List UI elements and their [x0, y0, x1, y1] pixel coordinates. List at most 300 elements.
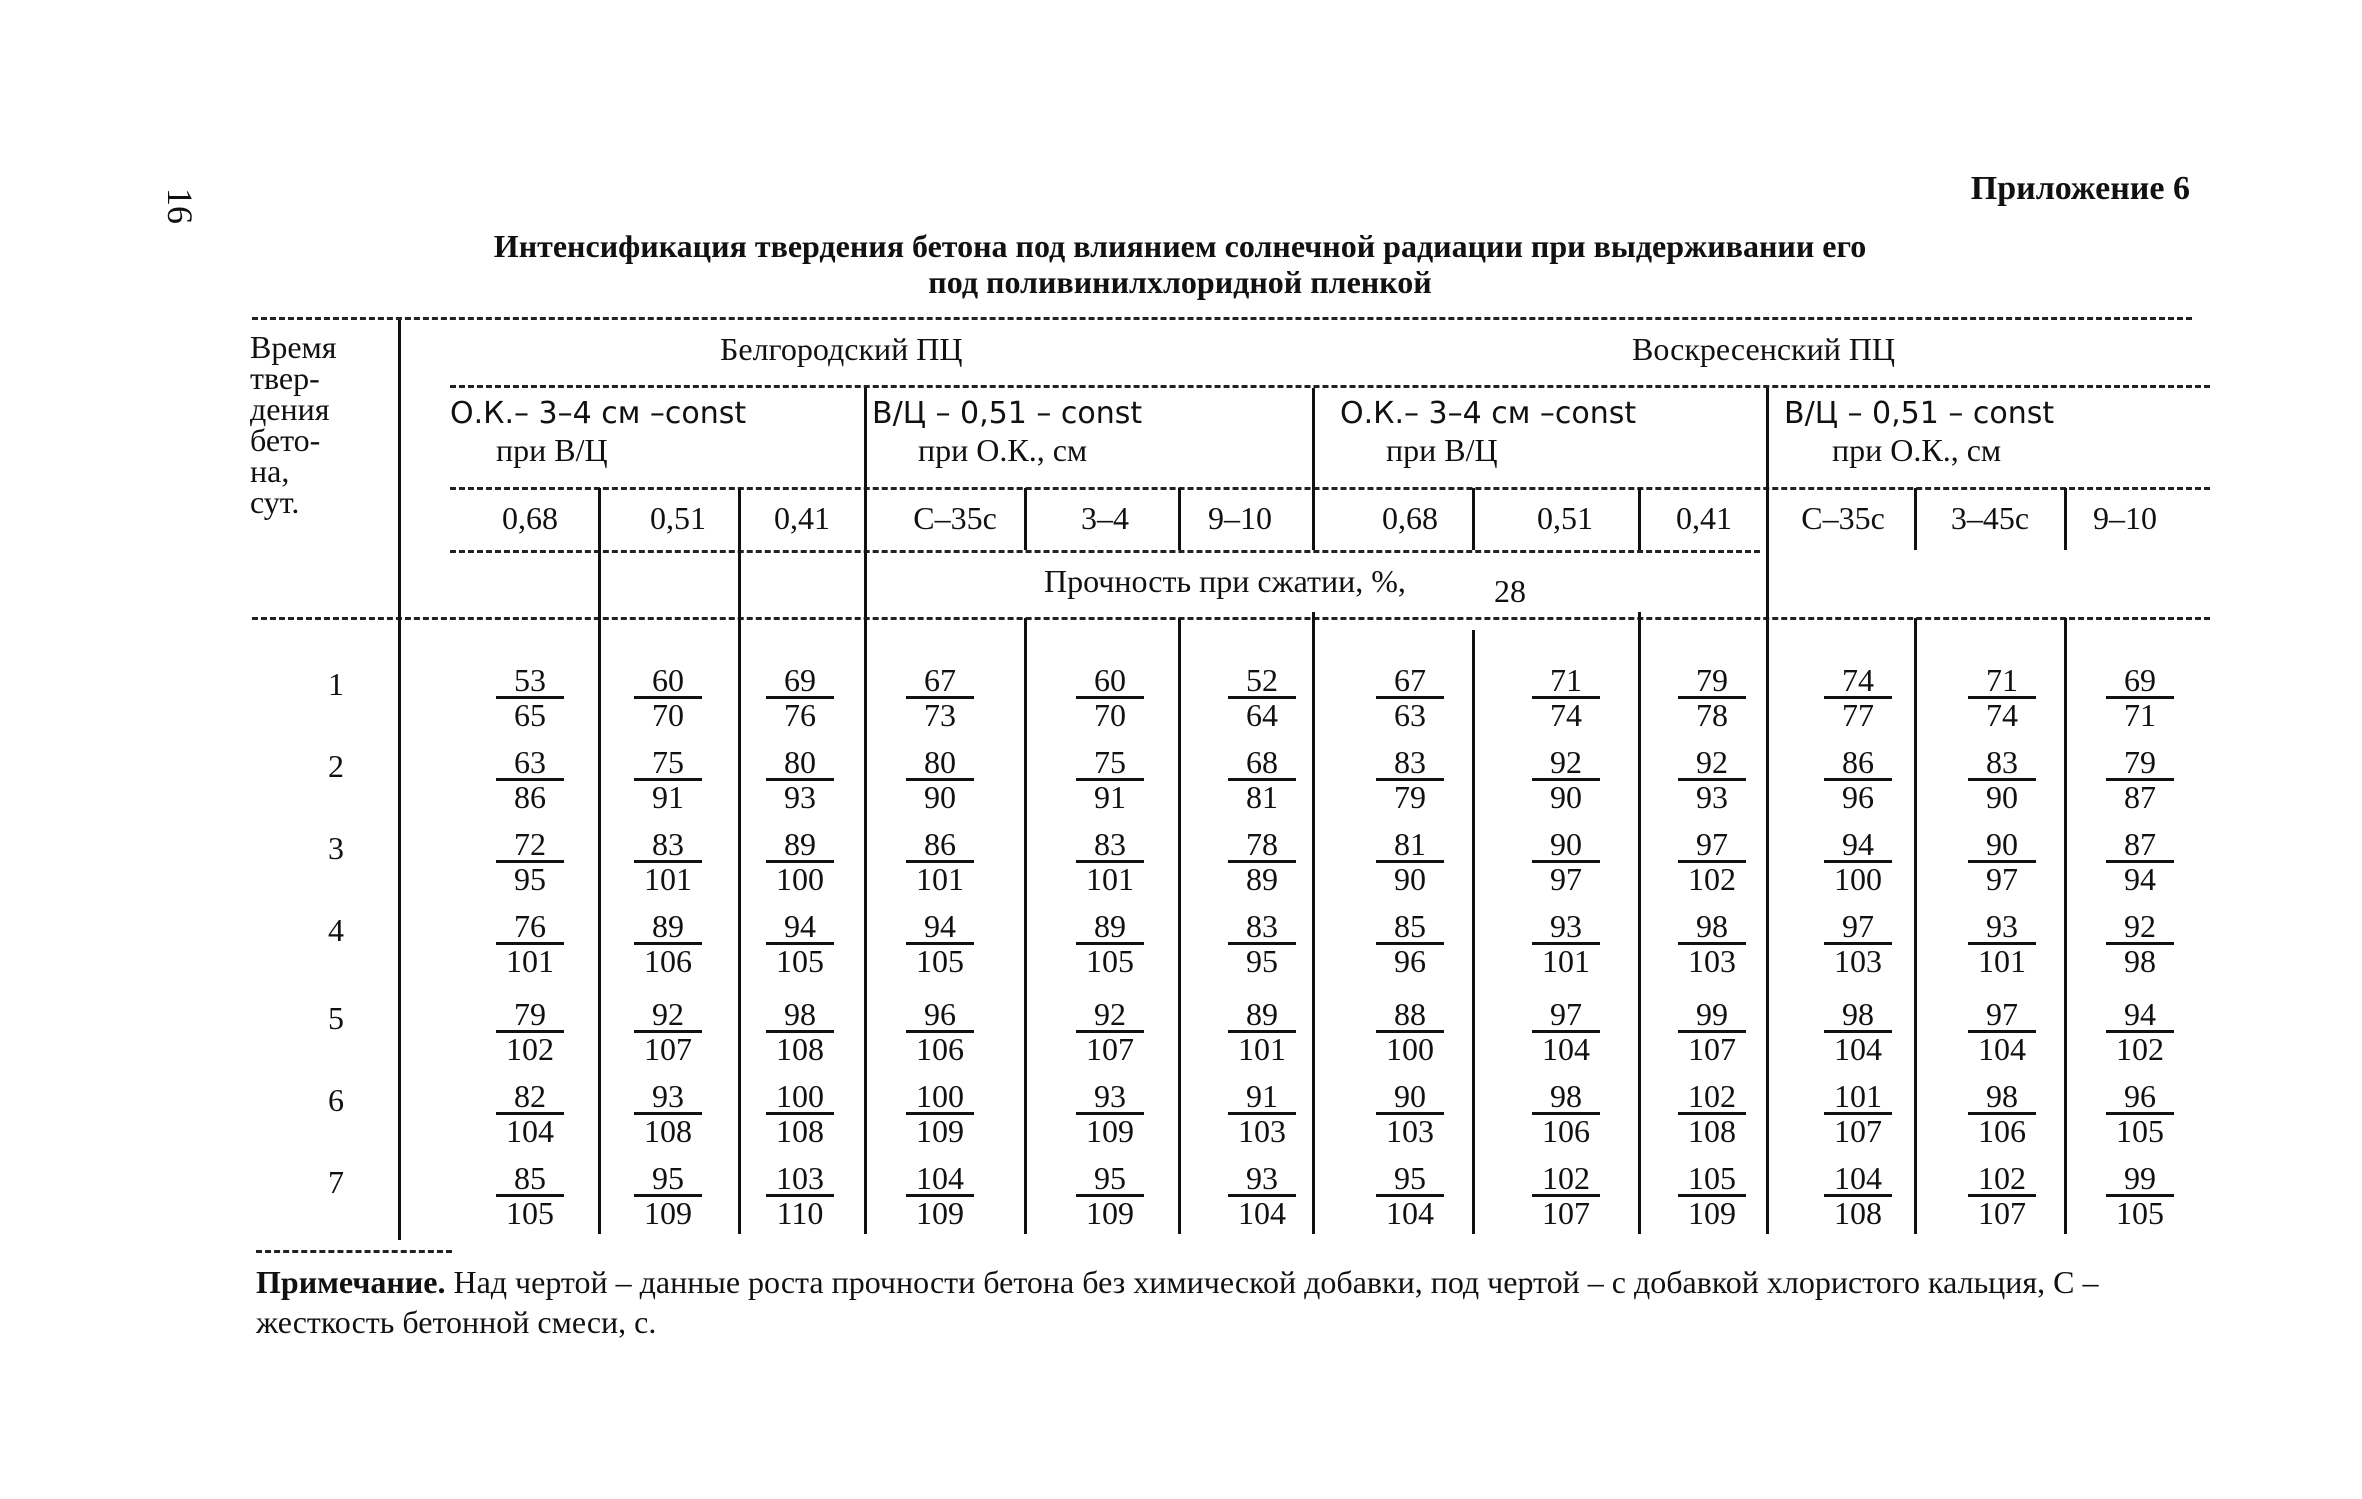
value-without-additive: 94 — [2106, 998, 2174, 1033]
value-with-additive: 109 — [916, 1113, 964, 1149]
strength-value — [1818, 1162, 1898, 1229]
strength-value — [490, 664, 570, 731]
strength-value — [760, 1080, 840, 1147]
value-without-additive: 69 — [766, 664, 834, 699]
value-with-additive: 109 — [1688, 1195, 1736, 1231]
value-with-additive: 100 — [776, 861, 824, 897]
value-without-additive: 96 — [2106, 1080, 2174, 1115]
strength-value — [900, 910, 980, 977]
strength-value — [1526, 1080, 1606, 1147]
strength-value — [760, 998, 840, 1065]
strength-value — [1962, 1080, 2042, 1147]
value-without-additive: 92 — [1532, 746, 1600, 781]
value-with-additive: 105 — [1086, 943, 1134, 979]
value-with-additive: 94 — [2124, 861, 2156, 897]
value-with-additive: 64 — [1246, 697, 1278, 733]
value-with-additive: 109 — [1086, 1113, 1134, 1149]
value-without-additive: 98 — [1968, 1080, 2036, 1115]
strength-value — [1672, 1162, 1752, 1229]
value-without-additive: 52 — [1228, 664, 1296, 699]
strength-value — [1222, 1162, 1302, 1229]
strength-value — [1526, 746, 1606, 813]
strength-value — [1370, 746, 1450, 813]
value-with-additive: 96 — [1394, 943, 1426, 979]
col-header: 9–10 — [2093, 500, 2157, 536]
value-without-additive: 83 — [1076, 828, 1144, 863]
value-with-additive: 105 — [776, 943, 824, 979]
value-without-additive: 79 — [2106, 746, 2174, 781]
value-with-additive: 107 — [1086, 1031, 1134, 1067]
value-with-additive: 110 — [776, 1195, 824, 1231]
table-title — [400, 228, 1960, 300]
day-label: 7 — [328, 1164, 344, 1200]
vline-1 — [598, 488, 601, 1234]
value-with-additive: 102 — [506, 1031, 554, 1067]
value-with-additive: 102 — [2116, 1031, 2164, 1067]
rule-top — [252, 317, 2192, 320]
subgroup-4-line1: В/Ц – 0,51 – const — [1784, 396, 2055, 431]
vline-10 — [1914, 488, 1917, 550]
time-header-line: сут. — [250, 484, 300, 520]
value-without-additive: 103 — [766, 1162, 834, 1197]
value-without-additive: 83 — [634, 828, 702, 863]
value-with-additive: 103 — [1386, 1113, 1434, 1149]
vline-3 — [864, 388, 867, 1234]
value-without-additive: 71 — [1968, 664, 2036, 699]
value-with-additive: 106 — [916, 1031, 964, 1067]
strength-value — [490, 1080, 570, 1147]
strength-value — [900, 998, 980, 1065]
value-without-additive: 88 — [1376, 998, 1444, 1033]
col-header: 9–10 — [1208, 500, 1272, 536]
strength-value — [628, 664, 708, 731]
strength-value — [1962, 998, 2042, 1065]
strength-label: Прочность при сжатии, %, — [1044, 563, 1406, 599]
value-without-additive: 92 — [1678, 746, 1746, 781]
value-without-additive: 90 — [1376, 1080, 1444, 1115]
value-without-additive: 91 — [1228, 1080, 1296, 1115]
strength-value — [1818, 998, 1898, 1065]
subgroup-2-line2: при О.К., см — [918, 432, 1088, 468]
value-with-additive: 70 — [1094, 697, 1126, 733]
value-with-additive: 93 — [784, 779, 816, 815]
value-with-additive: 107 — [1542, 1195, 1590, 1231]
strength-value — [2100, 910, 2180, 977]
value-without-additive: 68 — [1228, 746, 1296, 781]
value-without-additive: 67 — [1376, 664, 1444, 699]
note-label: Примечание. — [256, 1264, 446, 1300]
value-without-additive: 99 — [2106, 1162, 2174, 1197]
value-with-additive: 90 — [1394, 861, 1426, 897]
value-with-additive: 107 — [1978, 1195, 2026, 1231]
subgroup-2-line1: В/Ц – 0,51 – const — [872, 396, 1143, 431]
vline-6b — [1312, 612, 1315, 1234]
value-with-additive: 95 — [1246, 943, 1278, 979]
value-with-additive: 108 — [1688, 1113, 1736, 1149]
value-with-additive: 101 — [1086, 861, 1134, 897]
value-with-additive: 97 — [1986, 861, 2018, 897]
value-without-additive: 87 — [2106, 828, 2174, 863]
value-with-additive: 90 — [1986, 779, 2018, 815]
value-without-additive: 53 — [496, 664, 564, 699]
col-header: 3–4 — [1081, 500, 1129, 536]
value-without-additive: 93 — [634, 1080, 702, 1115]
strength-value — [900, 1162, 980, 1229]
vline-7 — [1472, 488, 1475, 550]
time-header-line: на, — [250, 453, 290, 489]
value-without-additive: 75 — [634, 746, 702, 781]
value-with-additive: 76 — [784, 697, 816, 733]
value-with-additive: 104 — [1386, 1195, 1434, 1231]
value-without-additive: 95 — [1376, 1162, 1444, 1197]
vline-label — [398, 320, 401, 1240]
value-with-additive: 104 — [1834, 1031, 1882, 1067]
day-label: 6 — [328, 1082, 344, 1118]
day-label: 1 — [328, 666, 344, 702]
value-without-additive: 92 — [2106, 910, 2174, 945]
strength-value — [1962, 664, 2042, 731]
value-with-additive: 78 — [1696, 697, 1728, 733]
strength-value — [2100, 828, 2180, 895]
value-with-additive: 109 — [1086, 1195, 1134, 1231]
group-belgorod: Белгородский ПЦ — [720, 331, 963, 367]
value-with-additive: 96 — [1842, 779, 1874, 815]
value-with-additive: 106 — [644, 943, 692, 979]
value-without-additive: 94 — [766, 910, 834, 945]
col-header: 0,41 — [774, 500, 830, 536]
time-header-line: твер- — [250, 360, 320, 396]
strength-value — [1222, 1080, 1302, 1147]
value-without-additive: 78 — [1228, 828, 1296, 863]
value-with-additive: 86 — [514, 779, 546, 815]
subgroup-4-line2: при О.К., см — [1832, 432, 2002, 468]
strength-value — [1526, 910, 1606, 977]
page-number: 16 — [160, 188, 200, 224]
strength-value — [1672, 746, 1752, 813]
value-without-additive: 79 — [496, 998, 564, 1033]
vline-8 — [1638, 488, 1641, 550]
vline-5b — [1178, 618, 1181, 1234]
strength-value — [628, 746, 708, 813]
strength-value — [2100, 998, 2180, 1065]
value-without-additive: 83 — [1376, 746, 1444, 781]
col-header: 0,41 — [1676, 500, 1732, 536]
strength-value — [1222, 664, 1302, 731]
value-without-additive: 102 — [1532, 1162, 1600, 1197]
strength-value — [760, 828, 840, 895]
value-with-additive: 81 — [1246, 779, 1278, 815]
value-without-additive: 79 — [1678, 664, 1746, 699]
time-header — [250, 329, 337, 520]
value-with-additive: 97 — [1550, 861, 1582, 897]
value-without-additive: 97 — [1678, 828, 1746, 863]
value-with-additive: 109 — [916, 1195, 964, 1231]
value-without-additive: 97 — [1532, 998, 1600, 1033]
strength-value — [760, 746, 840, 813]
strength-value — [1672, 998, 1752, 1065]
strength-value — [1962, 828, 2042, 895]
value-without-additive: 89 — [634, 910, 702, 945]
value-with-additive: 101 — [644, 861, 692, 897]
value-with-additive: 93 — [1696, 779, 1728, 815]
value-with-additive: 100 — [1386, 1031, 1434, 1067]
value-without-additive: 98 — [1532, 1080, 1600, 1115]
time-header-line: бето- — [250, 422, 321, 458]
value-without-additive: 60 — [1076, 664, 1144, 699]
day-label: 3 — [328, 830, 344, 866]
value-with-additive: 87 — [2124, 779, 2156, 815]
vline-4b — [1024, 618, 1027, 1234]
value-without-additive: 67 — [906, 664, 974, 699]
strength-value — [490, 1162, 570, 1229]
value-with-additive: 108 — [776, 1031, 824, 1067]
time-header-line: Время — [250, 329, 337, 365]
value-without-additive: 72 — [496, 828, 564, 863]
strength-value — [1070, 828, 1150, 895]
strength-value — [1370, 998, 1450, 1065]
value-without-additive: 82 — [496, 1080, 564, 1115]
value-with-additive: 98 — [2124, 943, 2156, 979]
col-header: С–35с — [1801, 500, 1885, 536]
strength-value — [1672, 828, 1752, 895]
value-with-additive: 101 — [916, 861, 964, 897]
value-with-additive: 101 — [1542, 943, 1590, 979]
value-without-additive: 102 — [1968, 1162, 2036, 1197]
value-with-additive: 63 — [1394, 697, 1426, 733]
value-with-additive: 105 — [506, 1195, 554, 1231]
value-without-additive: 94 — [1824, 828, 1892, 863]
strength-value — [1818, 664, 1898, 731]
value-without-additive: 98 — [1678, 910, 1746, 945]
value-with-additive: 91 — [652, 779, 684, 815]
rule-footnote — [256, 1250, 452, 1253]
value-with-additive: 79 — [1394, 779, 1426, 815]
day-label: 4 — [328, 912, 344, 948]
value-without-additive: 89 — [1076, 910, 1144, 945]
strength-value — [1962, 1162, 2042, 1229]
value-without-additive: 80 — [766, 746, 834, 781]
value-without-additive: 95 — [1076, 1162, 1144, 1197]
value-without-additive: 74 — [1824, 664, 1892, 699]
subgroup-1-line2: при В/Ц — [496, 432, 608, 468]
strength-value — [760, 910, 840, 977]
value-with-additive: 101 — [1238, 1031, 1286, 1067]
value-with-additive: 91 — [1094, 779, 1126, 815]
value-without-additive: 100 — [766, 1080, 834, 1115]
strength-value — [2100, 746, 2180, 813]
value-with-additive: 105 — [2116, 1195, 2164, 1231]
value-with-additive: 106 — [1978, 1113, 2026, 1149]
value-without-additive: 97 — [1968, 998, 2036, 1033]
strength-value — [1526, 1162, 1606, 1229]
value-with-additive: 104 — [506, 1113, 554, 1149]
strength-value — [628, 998, 708, 1065]
strength-value — [628, 1162, 708, 1229]
value-with-additive: 108 — [1834, 1195, 1882, 1231]
strength-value — [900, 828, 980, 895]
value-without-additive: 101 — [1824, 1080, 1892, 1115]
strength-value — [628, 910, 708, 977]
value-without-additive: 102 — [1678, 1080, 1746, 1115]
value-without-additive: 71 — [1532, 664, 1600, 699]
value-with-additive: 71 — [2124, 697, 2156, 733]
value-without-additive: 90 — [1532, 828, 1600, 863]
vline-11 — [2064, 488, 2067, 550]
value-with-additive: 104 — [1978, 1031, 2026, 1067]
strength-value — [1070, 998, 1150, 1065]
value-without-additive: 89 — [1228, 998, 1296, 1033]
value-with-additive: 90 — [924, 779, 956, 815]
strength-value — [1070, 746, 1150, 813]
note-text: Над чертой – данные роста прочности бетона без химической добавки, под чертой – с добавкой хлористого кальция, С – жесткость бетонной смеси, с. — [256, 1264, 2099, 1340]
value-without-additive: 89 — [766, 828, 834, 863]
value-without-additive: 92 — [1076, 998, 1144, 1033]
strength-value — [900, 1080, 980, 1147]
value-with-additive: 95 — [514, 861, 546, 897]
value-with-additive: 105 — [916, 943, 964, 979]
value-with-additive: 107 — [1834, 1113, 1882, 1149]
value-with-additive: 89 — [1246, 861, 1278, 897]
value-with-additive: 90 — [1550, 779, 1582, 815]
value-without-additive: 90 — [1968, 828, 2036, 863]
subgroup-3-line2: при В/Ц — [1386, 432, 1498, 468]
strength-value — [1222, 910, 1302, 977]
vline-8b — [1638, 612, 1641, 1234]
strength-value — [1818, 746, 1898, 813]
vline-9 — [1766, 388, 1769, 1234]
strength-value — [628, 1080, 708, 1147]
rule-columns — [450, 487, 2210, 490]
value-with-additive: 103 — [1688, 943, 1736, 979]
value-without-additive: 76 — [496, 910, 564, 945]
strength-value — [1070, 1080, 1150, 1147]
strength-value — [1370, 910, 1450, 977]
value-without-additive: 104 — [906, 1162, 974, 1197]
value-with-additive: 107 — [644, 1031, 692, 1067]
strength-value — [1370, 1162, 1450, 1229]
appendix-label: Приложение 6 — [1970, 170, 2190, 207]
value-with-additive: 101 — [506, 943, 554, 979]
value-with-additive: 65 — [514, 697, 546, 733]
day-label: 2 — [328, 748, 344, 784]
strength-value — [760, 664, 840, 731]
note — [256, 1262, 2186, 1342]
value-with-additive: 107 — [1688, 1031, 1736, 1067]
strength-value — [1070, 910, 1150, 977]
value-without-additive: 85 — [496, 1162, 564, 1197]
value-without-additive: 98 — [1824, 998, 1892, 1033]
strength-value — [490, 998, 570, 1065]
strength-value — [1818, 1080, 1898, 1147]
value-with-additive: 101 — [1978, 943, 2026, 979]
col-header: 0,68 — [502, 500, 558, 536]
value-without-additive: 93 — [1076, 1080, 1144, 1115]
strength-value — [1818, 828, 1898, 895]
col-header: С–35с — [913, 500, 997, 536]
value-without-additive: 75 — [1076, 746, 1144, 781]
value-without-additive: 60 — [634, 664, 702, 699]
strength-value — [1222, 998, 1302, 1065]
strength-value — [490, 746, 570, 813]
strength-value — [1526, 998, 1606, 1065]
strength-value — [1222, 746, 1302, 813]
value-without-additive: 94 — [906, 910, 974, 945]
value-without-additive: 96 — [906, 998, 974, 1033]
title-line-1: Интенсификация твердения бетона под влиянием солнечной радиации при выдерживании его — [493, 228, 1867, 264]
strength-value — [900, 746, 980, 813]
rule-columns-bottom — [450, 550, 1760, 553]
strength-value — [1962, 910, 2042, 977]
value-with-additive: 100 — [1834, 861, 1882, 897]
strength-value — [490, 828, 570, 895]
value-with-additive: 106 — [1542, 1113, 1590, 1149]
value-without-additive: 98 — [766, 998, 834, 1033]
strength-value — [1370, 664, 1450, 731]
subgroup-3-line1: О.К.– 3–4 см –const — [1340, 396, 1637, 431]
col-header: 0,51 — [650, 500, 706, 536]
value-without-additive: 93 — [1968, 910, 2036, 945]
value-without-additive: 86 — [906, 828, 974, 863]
strength-subscript: 28 — [1494, 573, 1526, 609]
value-without-additive: 97 — [1824, 910, 1892, 945]
col-header: 3–45с — [1950, 500, 2030, 536]
value-with-additive: 109 — [644, 1195, 692, 1231]
strength-value — [1370, 828, 1450, 895]
value-with-additive: 105 — [2116, 1113, 2164, 1149]
value-with-additive: 108 — [644, 1113, 692, 1149]
value-with-additive: 104 — [1238, 1195, 1286, 1231]
value-without-additive: 80 — [906, 746, 974, 781]
strength-value — [1818, 910, 1898, 977]
col-header: 0,68 — [1382, 500, 1438, 536]
vline-4 — [1024, 488, 1027, 550]
value-without-additive: 104 — [1824, 1162, 1892, 1197]
strength-value — [2100, 1162, 2180, 1229]
value-without-additive: 83 — [1228, 910, 1296, 945]
strength-value — [628, 828, 708, 895]
value-with-additive: 74 — [1550, 697, 1582, 733]
value-with-additive: 77 — [1842, 697, 1874, 733]
strength-value — [1672, 664, 1752, 731]
value-without-additive: 81 — [1376, 828, 1444, 863]
strength-value — [900, 664, 980, 731]
value-without-additive: 95 — [634, 1162, 702, 1197]
col-header: 0,51 — [1537, 500, 1593, 536]
strength-value — [2100, 664, 2180, 731]
value-without-additive: 100 — [906, 1080, 974, 1115]
value-with-additive: 104 — [1542, 1031, 1590, 1067]
vline-7b — [1472, 630, 1475, 1234]
value-with-additive: 74 — [1986, 697, 2018, 733]
value-without-additive: 83 — [1968, 746, 2036, 781]
vline-6 — [1312, 388, 1315, 550]
vline-10b — [1914, 618, 1917, 1234]
strength-value — [1370, 1080, 1450, 1147]
value-without-additive: 69 — [2106, 664, 2174, 699]
value-without-additive: 105 — [1678, 1162, 1746, 1197]
strength-value — [1672, 910, 1752, 977]
time-header-line: дения — [250, 391, 330, 427]
value-with-additive: 70 — [652, 697, 684, 733]
value-without-additive: 85 — [1376, 910, 1444, 945]
vline-11b — [2064, 618, 2067, 1234]
vline-2 — [738, 488, 741, 1234]
value-with-additive: 102 — [1688, 861, 1736, 897]
value-with-additive: 103 — [1238, 1113, 1286, 1149]
strength-value — [1070, 1162, 1150, 1229]
value-without-additive: 93 — [1228, 1162, 1296, 1197]
strength-value — [1672, 1080, 1752, 1147]
